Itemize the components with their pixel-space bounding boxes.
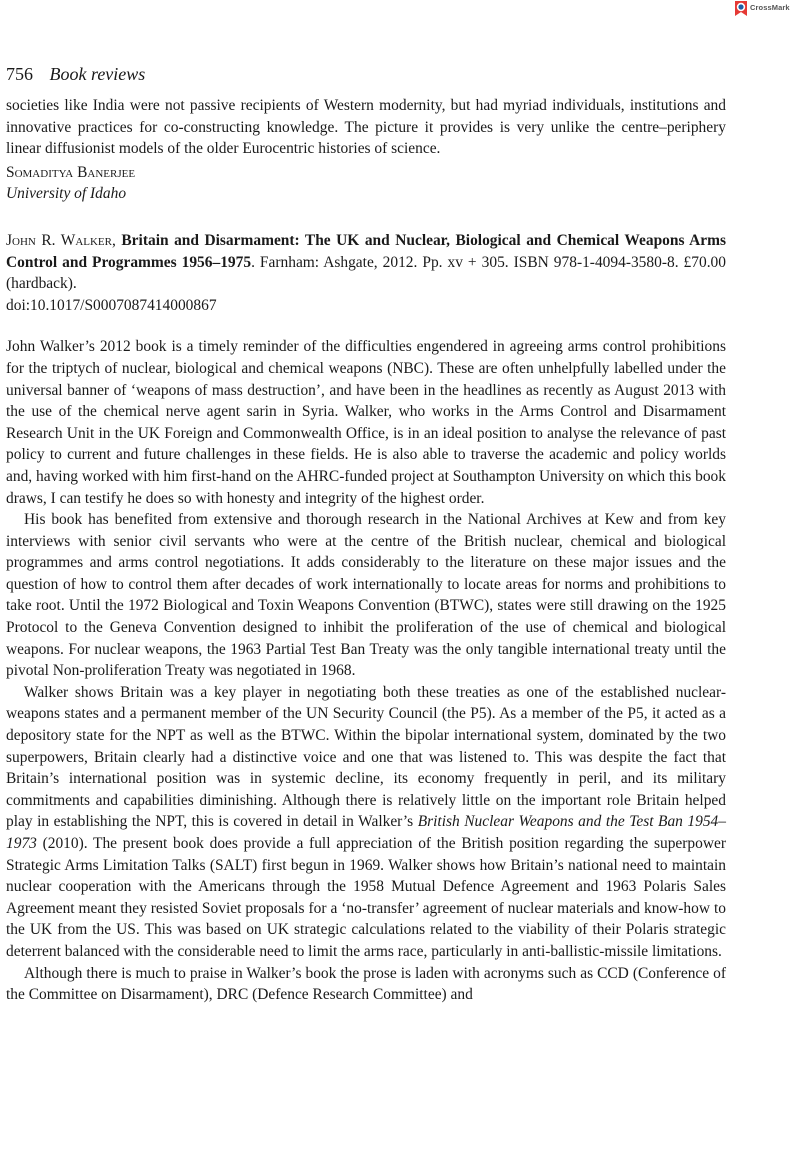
book-title: Britain and Disarmament: The UK and Nuclear, Biological and Chemical Weapons Arms Control and Programmes 1956–1975 bbox=[6, 231, 727, 271]
previous-review-closing-paragraph: societies like India were not passive recipients of Western modernity, but had myriad individuals, institutions and innovative practices for co-constructing knowledge. The picture it provides is very unlike the centre–periphery linear diffusionist models of the older Eurocentric histories of science. bbox=[6, 97, 726, 158]
review-paragraph-1: John Walker’s 2012 book is a timely reminder of the difficulties engendered in agreeing arms control prohibitions for the triptych of nuclear, biological and chemical weapons (NBC). These are often unhelpfully labelled under the universal banner of ‘weapons of mass destruction’, and have been in the headlines as recently as August 2013 with the use of the chemical nerve agent sarin in Syria. Walker, who works in the Arms Control and Disarmament Research Unit in the UK Foreign and Commonwealth Office, is in an ideal position to analyse the relevance of past policy to current and future challenges in these fields. He is also able to traverse the academic and policy worlds and, having worked with him first-hand on the AHRC-funded project at Southampton University on which this book draws, I can testify he does so with honesty and integrity of the highest order. bbox=[6, 338, 726, 507]
book-publication: Farnham: Ashgate, 2012. Pp. xv + 305. ISBN 978-1-4094-3580-8. £70.00 (hardback). bbox=[6, 253, 726, 293]
review-paragraph-2: His book has benefited from extensive and thorough research in the National Archives at Kew and from key interviews with senior civil servants who were at the centre of the British nuclear, chemical and biological programmes and arms control negotiations. It adds considerably to the literature on these major issues and the question of how to control them after decades of work internationally to locate areas for norms and prohibitions to take root. Until the 1972 Biological and Toxin Weapons Convention (BTWC), states were still drawing on the 1925 Protocol to the Geneva Convention designed to inhibit the proliferation of the use of chemical and biological weapons. For nuclear weapons, the 1963 Partial Test Ban Treaty was the only tangible international treaty until the pivotal Non-proliferation Treaty was negotiated in 1968. bbox=[6, 511, 726, 680]
referenced-book-title: British Nuclear Weapons and the Test Ban 1954–1973 bbox=[6, 813, 726, 852]
book-author: John R. Walker bbox=[6, 231, 112, 249]
page-content bbox=[6, 95, 726, 1006]
reviewer-affiliation-text: University of Idaho bbox=[6, 185, 127, 203]
crossmark-badge[interactable] bbox=[734, 0, 794, 20]
reviewer-name-text: Somaditya Banerjee bbox=[6, 163, 136, 181]
review-paragraph-3-part-1: Walker shows Britain was a key player in negotiating both these treaties as one of the established nuclear-weapons states and a permanent member of the UN Security Council (the P5). As a member of the P5, it acted as a depository state for the NPT as well as the BTWC. Within the bipolar international system, dominated by the two superpowers, Britain clearly had a distinctive voice and one that was listened to. This was despite the fact that Britain’s international position was in systemic decline, its economy frequently in peril, and its military commitments and capabilities diminishing. Although there is relatively little on the important role Britain helped play in establishing the NPT, this is covered in detail in Walker’s bbox=[6, 683, 726, 831]
book-doi: doi:10.1017/S0007087414000867 bbox=[6, 296, 217, 314]
reviewer-name bbox=[6, 162, 726, 184]
review-paragraph-4: Although there is much to praise in Walker’s book the prose is laden with acronyms such as CCD (Conference of the Committee on Disarmament), DRC (Defence Research Committee) and bbox=[6, 964, 726, 1004]
crossmark-label: CrossMark bbox=[750, 3, 790, 12]
review-paragraph-3 bbox=[6, 682, 726, 963]
page-number: 756 bbox=[6, 64, 33, 84]
book-citation: John R. Walker, Britain and Disarmament: The UK and Nuclear, Biological and Chemical Weapons Arms Control and Programmes 1956–1975. Farnham: Ashgate, 2012. Pp. xv + 305. ISBN 978-1-4094-3580-8. £70.00 (hardback). bbox=[6, 231, 727, 293]
crossmark-icon bbox=[734, 0, 748, 17]
review-paragraph-3-part-2: (2010). The present book does provide a full appreciation of the British position regarding the superpower Strategic Arms Limitation Talks (SALT) first begun in 1969. Walker shows how Britain’s national need to maintain nuclear cooperation with the Americans through the 1958 Mutual Defence Agreement and 1963 Polaris Sales Agreement meant they resisted Soviet proposals for a ‘no-transfer’ agreement of nuclear materials and know-how to the UK from the US. This was based on UK strategic calculations related to the viability of their Polaris strategic deterrent balanced with the considerable need to limit the arms race, particularly in anti-ballistic-missile limitations. bbox=[6, 835, 726, 960]
reviewer-affiliation bbox=[6, 183, 726, 205]
page-header bbox=[6, 64, 145, 85]
running-title: Book reviews bbox=[49, 64, 146, 84]
